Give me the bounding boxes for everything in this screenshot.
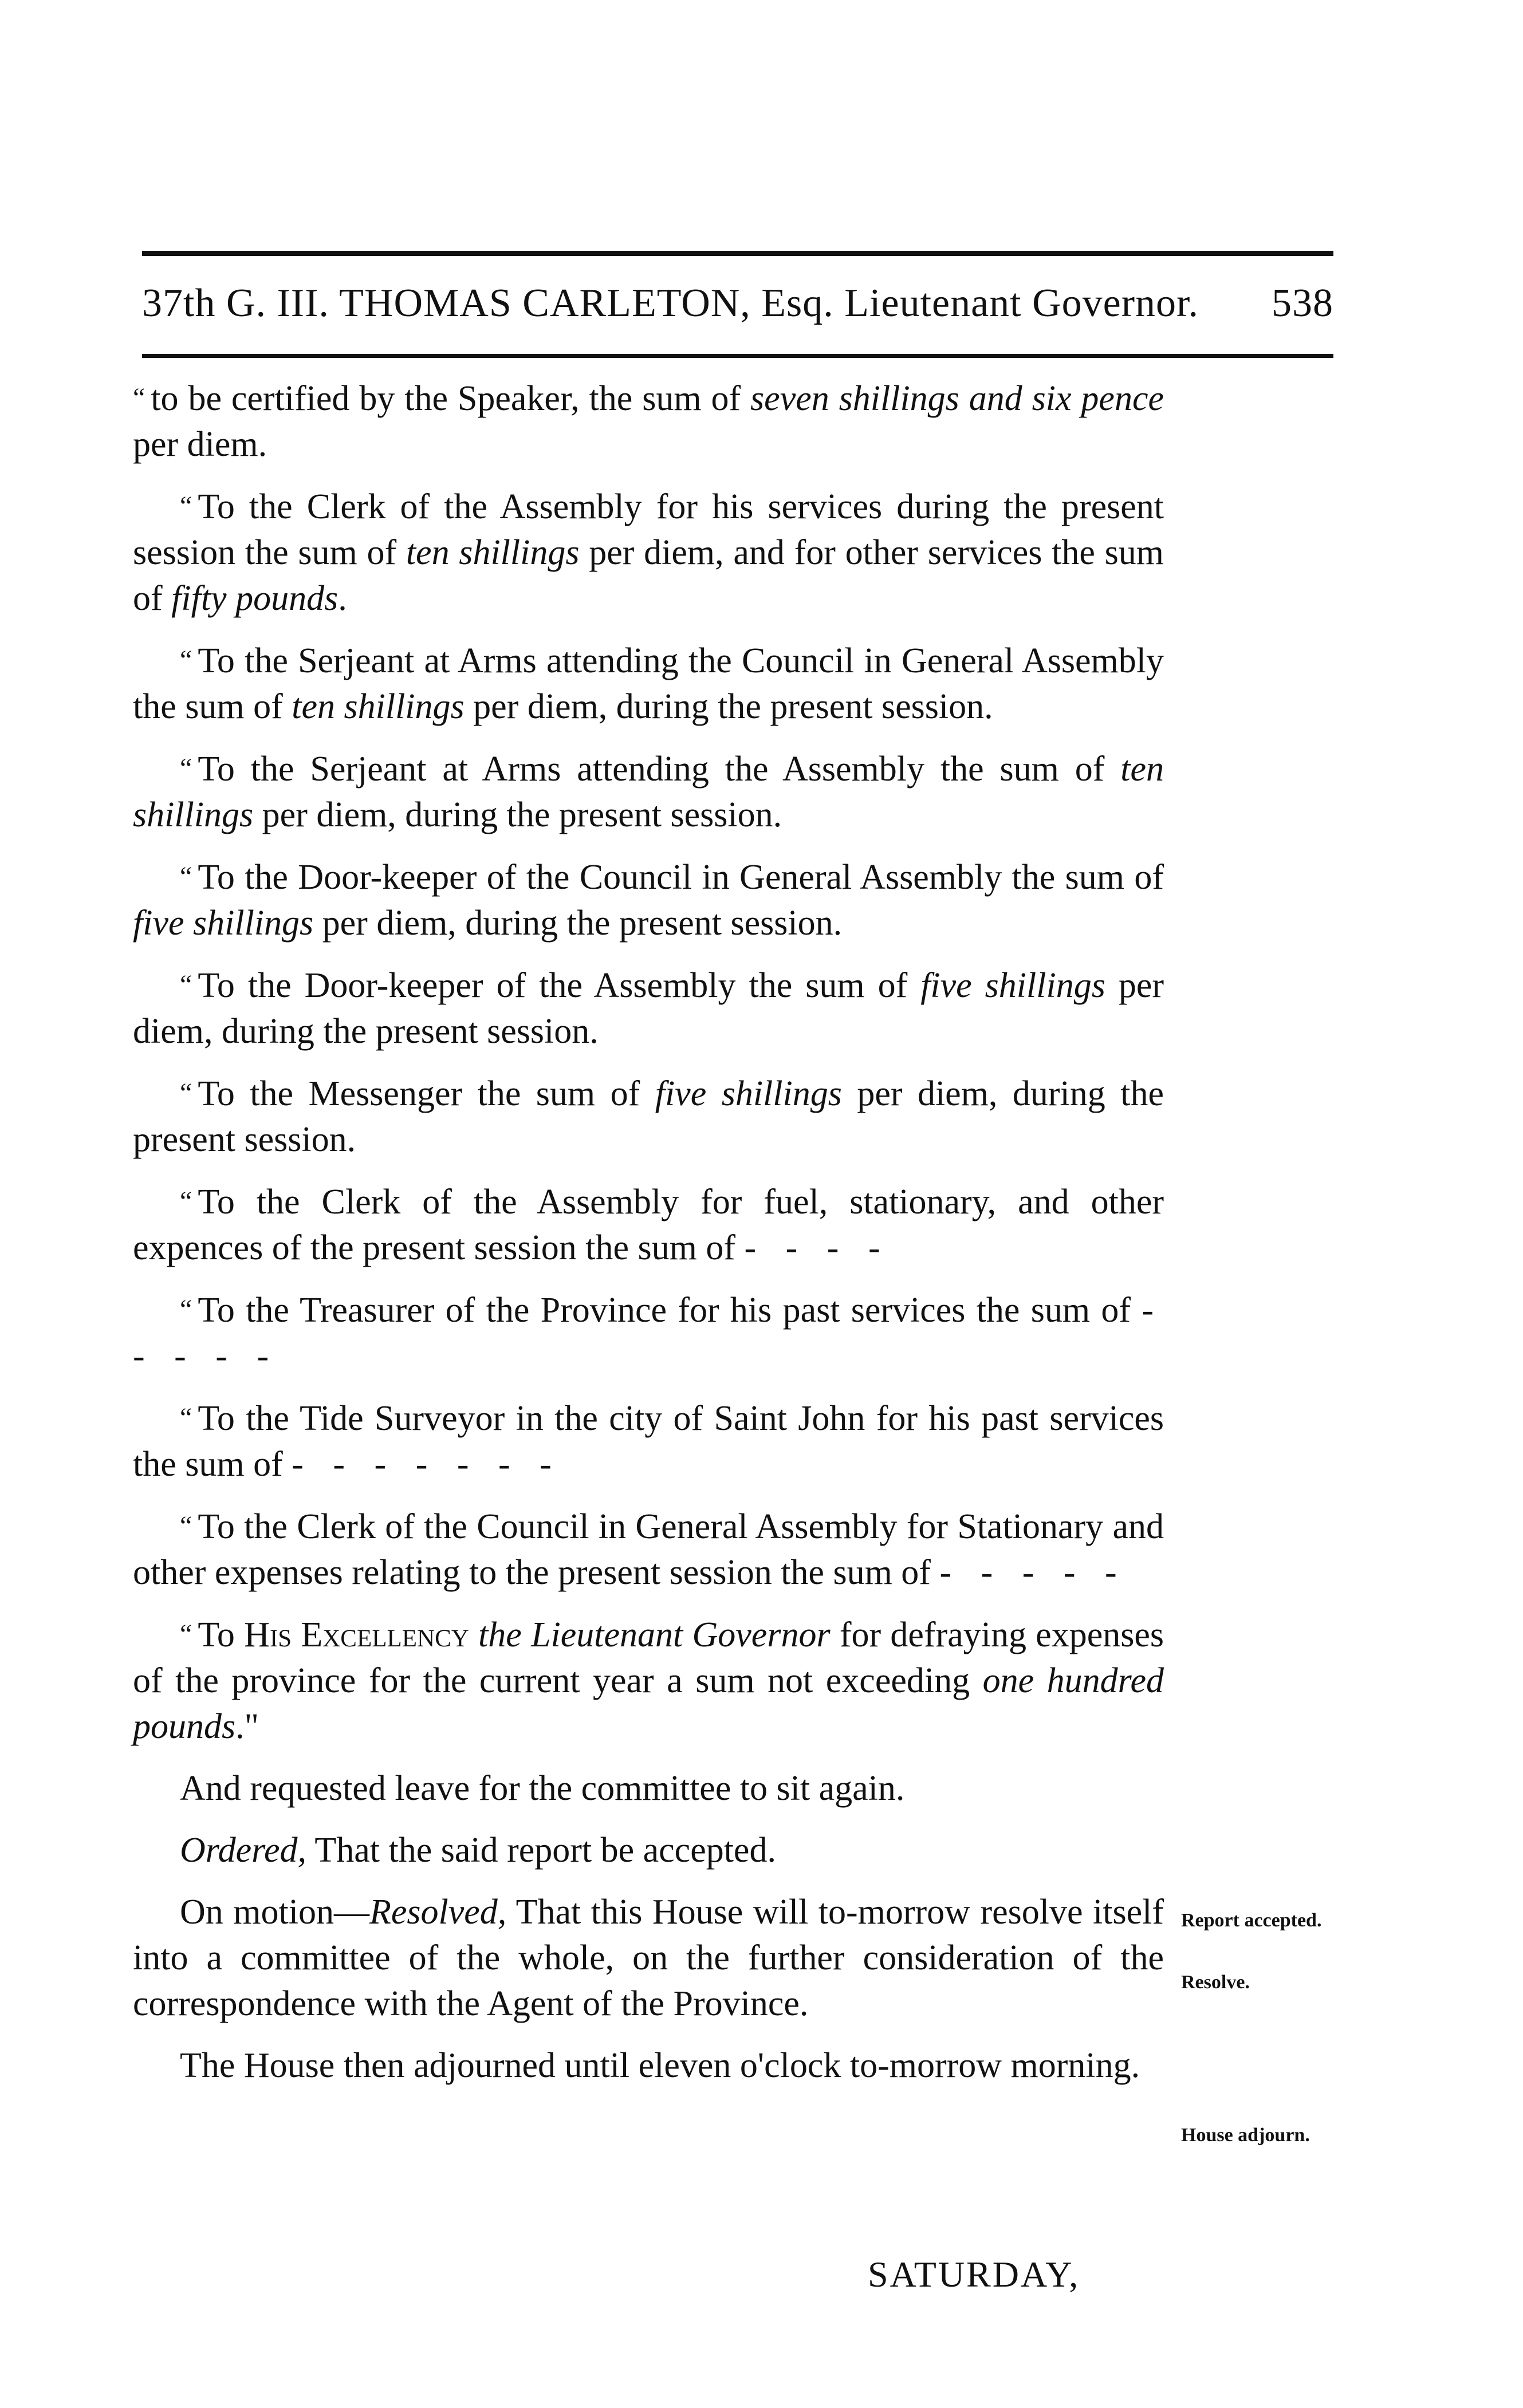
paragraph-4: “ To the Serjeant at Arms attending the Assembly the sum of ten shillings per diem, during the present session. bbox=[133, 750, 1164, 834]
paragraph-10: “ To the Tide Surveyor in the city of Saint John for his past services the sum of - - - - - - - bbox=[133, 1399, 1164, 1484]
adjourned-paragraph: The House then adjourned until eleven o'clock to-morrow morning. bbox=[180, 2046, 1140, 2085]
header-top-rule bbox=[142, 251, 1333, 256]
page-body bbox=[133, 375, 1164, 2104]
margin-note-report-accepted: Report accepted. bbox=[1181, 1910, 1322, 1931]
paragraph-7: “ To the Messenger the sum of five shillings per diem, during the present session. bbox=[133, 1074, 1164, 1159]
motion-paragraph: On motion—Resolved, That this House will to-morrow resolve itself into a committee of the whole, on the further consideration of the correspondence with the Agent of the Province. bbox=[133, 1893, 1164, 2023]
paragraph-1: “ to be certified by the Speaker, the sum of seven shillings and six pence per diem. bbox=[133, 379, 1164, 464]
paragraph-8: “ To the Clerk of the Assembly for fuel, stationary, and other expences of the present session the sum of - - - - bbox=[133, 1183, 1164, 1267]
paragraph-3: “ To the Serjeant at Arms attending the Council in General Assembly the sum of ten shillings per diem, during the present session. bbox=[133, 641, 1164, 726]
paragraph-11: “ To the Clerk of the Council in General Assembly for Stationary and other expenses relating to the present session the sum of - - - - - bbox=[133, 1507, 1164, 1592]
header-bottom-rule bbox=[142, 354, 1333, 358]
paragraph-5: “ To the Door-keeper of the Council in General Assembly the sum of five shillings per diem, during the present session. bbox=[133, 858, 1164, 943]
paragraph-12: “ To His Excellency the Lieutenant Governor for defraying expenses of the province for the current year a sum not exceeding one hundred pounds." bbox=[133, 1615, 1164, 1746]
requested-paragraph: And requested leave for the committee to sit again. bbox=[180, 1769, 905, 1808]
page-number: 538 bbox=[1272, 281, 1333, 325]
header-title: 37th G. III. THOMAS CARLETON, Esq. Lieutenant Governor. bbox=[142, 281, 1199, 325]
margin-note-resolve: Resolve. bbox=[1181, 1972, 1250, 1993]
paragraph-6: “ To the Door-keeper of the Assembly the sum of five shillings per diem, during the present session. bbox=[133, 966, 1164, 1051]
paragraph-9: “ To the Treasurer of the Province for his past services the sum of - - - - - bbox=[133, 1291, 1164, 1376]
catchword: SATURDAY, bbox=[868, 2254, 1080, 2295]
paragraph-2: “ To the Clerk of the Assembly for his services during the present session the sum of ten shillings per diem, and for other services the sum of fifty pounds. bbox=[133, 487, 1164, 618]
margin-note-house-adjourn: House adjourn. bbox=[1181, 2125, 1310, 2146]
ordered-paragraph: Ordered, That the said report be accepted. bbox=[180, 1831, 776, 1870]
